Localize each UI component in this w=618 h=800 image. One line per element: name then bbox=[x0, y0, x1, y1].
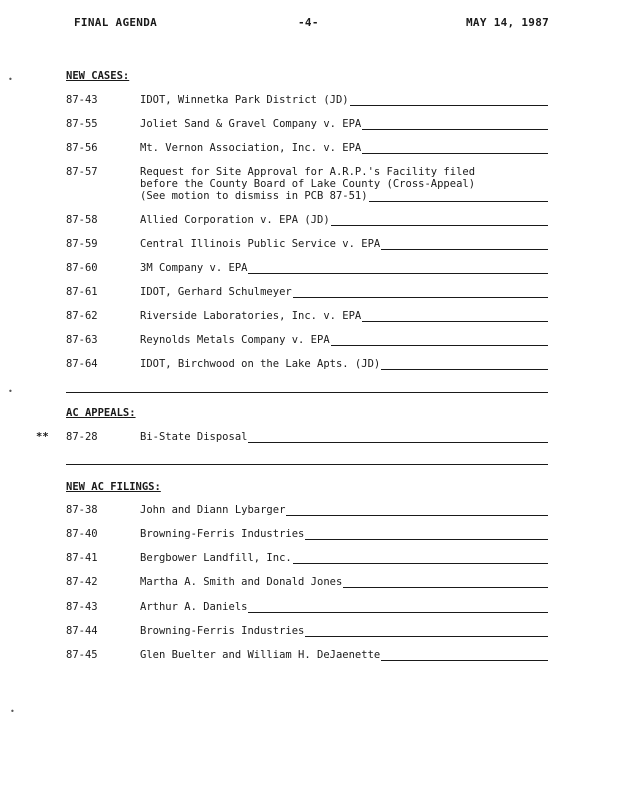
case-number: 87-42 bbox=[66, 576, 98, 588]
case-description: Arthur A. Daniels bbox=[140, 601, 248, 613]
case-number: 87-56 bbox=[66, 142, 98, 154]
case-description: IDOT, Gerhard Schulmeyer bbox=[140, 286, 292, 298]
section-separator-line bbox=[66, 392, 548, 393]
case-description: Browning-Ferris Industries bbox=[140, 625, 305, 637]
case-number: 87-62 bbox=[66, 310, 98, 322]
case-description: IDOT, Birchwood on the Lake Apts. (JD) bbox=[140, 358, 381, 370]
case-number: 87-43 bbox=[66, 94, 98, 106]
case-number: 87-43 bbox=[66, 601, 98, 613]
fill-line bbox=[362, 120, 548, 130]
case-number: 87-38 bbox=[66, 504, 98, 516]
fill-line bbox=[293, 288, 548, 298]
scan-mark: • bbox=[10, 707, 15, 716]
fill-line bbox=[362, 144, 548, 154]
scan-mark: • bbox=[8, 75, 13, 84]
fill-line bbox=[381, 360, 548, 370]
fill-line bbox=[362, 312, 548, 322]
case-number: 87-64 bbox=[66, 358, 98, 370]
case-number: 87-60 bbox=[66, 262, 98, 274]
case-description: Central Illinois Public Service v. EPA bbox=[140, 238, 381, 250]
fill-line bbox=[293, 554, 548, 564]
case-description: Martha A. Smith and Donald Jones bbox=[140, 576, 343, 588]
case-description: before the County Board of Lake County (Cross-Appeal) bbox=[140, 178, 476, 190]
case-number: 87-63 bbox=[66, 334, 98, 346]
fill-line bbox=[331, 336, 548, 346]
section-title-new-cases: NEW CASES: bbox=[66, 70, 130, 82]
case-description: 3M Company v. EPA bbox=[140, 262, 248, 274]
case-number: 87-41 bbox=[66, 552, 98, 564]
case-description: John and Diann Lybarger bbox=[140, 504, 286, 516]
case-description: Riverside Laboratories, Inc. v. EPA bbox=[140, 310, 362, 322]
case-description: Request for Site Approval for A.R.P.'s Facility filed bbox=[140, 166, 476, 178]
case-number: 87-28 bbox=[66, 431, 98, 443]
case-number: 87-45 bbox=[66, 649, 98, 661]
fill-line bbox=[381, 240, 548, 250]
case-description: Glen Buelter and William H. DeJaenette bbox=[140, 649, 381, 661]
section-title-new-ac-filings: NEW AC FILINGS: bbox=[66, 481, 161, 493]
fill-line bbox=[331, 216, 548, 226]
header-title: FINAL AGENDA bbox=[74, 16, 158, 29]
fill-line bbox=[248, 264, 548, 274]
case-description: Bi-State Disposal bbox=[140, 431, 248, 443]
fill-line bbox=[350, 96, 548, 106]
fill-line bbox=[248, 603, 548, 613]
priority-marker: ** bbox=[36, 431, 49, 443]
case-number: 87-58 bbox=[66, 214, 98, 226]
case-description: Allied Corporation v. EPA (JD) bbox=[140, 214, 330, 226]
scan-mark: • bbox=[8, 387, 13, 396]
case-description: (See motion to dismiss in PCB 87-51) bbox=[140, 190, 368, 202]
case-description: Bergbower Landfill, Inc. bbox=[140, 552, 292, 564]
case-number: 87-59 bbox=[66, 238, 98, 250]
section-title-ac-appeals: AC APPEALS: bbox=[66, 407, 136, 419]
fill-line bbox=[305, 530, 548, 540]
case-description: IDOT, Winnetka Park District (JD) bbox=[140, 94, 349, 106]
fill-line bbox=[369, 192, 548, 202]
fill-line bbox=[305, 627, 548, 637]
case-number: 87-57 bbox=[66, 166, 98, 178]
fill-line bbox=[248, 433, 548, 443]
case-number: 87-44 bbox=[66, 625, 98, 637]
case-description: Browning-Ferris Industries bbox=[140, 528, 305, 540]
fill-line bbox=[343, 578, 548, 588]
case-number: 87-40 bbox=[66, 528, 98, 540]
case-number: 87-55 bbox=[66, 118, 98, 130]
fill-line bbox=[381, 651, 548, 661]
case-description: Reynolds Metals Company v. EPA bbox=[140, 334, 330, 346]
section-separator-line bbox=[66, 464, 548, 465]
case-number: 87-61 bbox=[66, 286, 98, 298]
header-page-number: -4- bbox=[298, 16, 319, 29]
case-description: Mt. Vernon Association, Inc. v. EPA bbox=[140, 142, 362, 154]
case-description: Joliet Sand & Gravel Company v. EPA bbox=[140, 118, 362, 130]
fill-line bbox=[286, 506, 548, 516]
header-date: MAY 14, 1987 bbox=[466, 16, 550, 29]
